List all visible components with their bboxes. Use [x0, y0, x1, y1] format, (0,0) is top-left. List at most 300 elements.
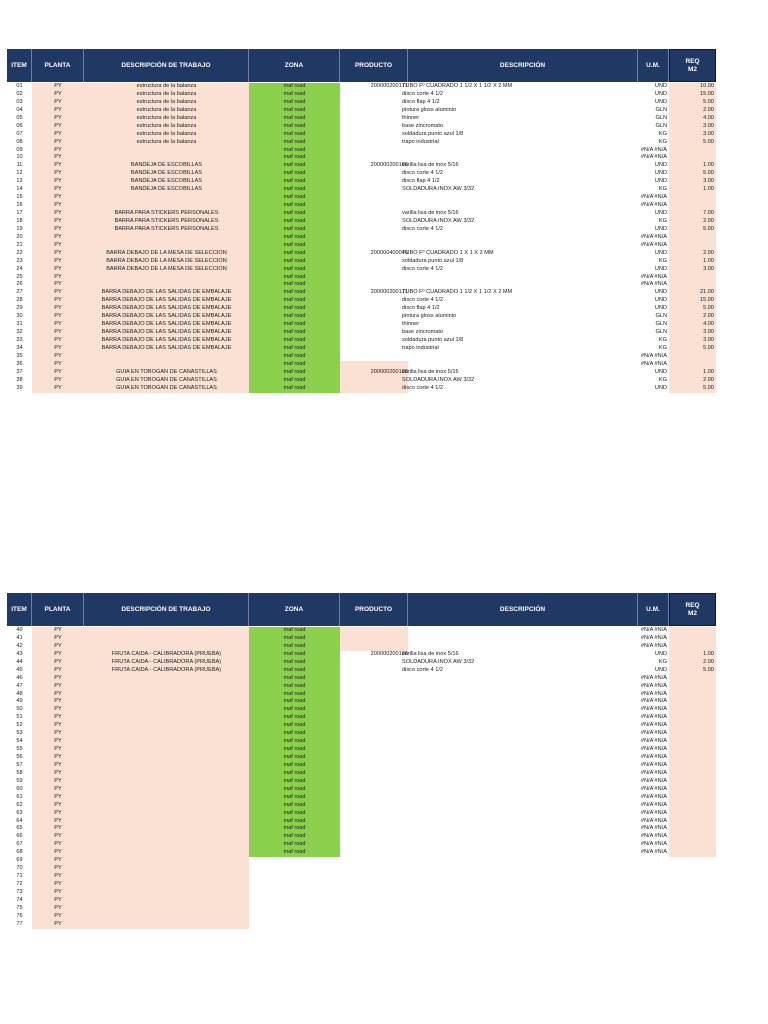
um-cell: GLN: [655, 321, 667, 328]
producto-cell: 200000400046: [370, 249, 408, 256]
producto-cell: [340, 281, 408, 289]
producto-cell: [340, 738, 408, 746]
zona-cell: maf road: [249, 345, 340, 353]
descripcion-cell: [402, 675, 637, 683]
um-cell: #N/A #N/A: [640, 352, 667, 359]
planta-cell: PY: [32, 99, 84, 107]
planta-cell: PY: [32, 627, 84, 635]
table-row: [7, 913, 716, 921]
desc-trabajo-cell: [84, 683, 249, 691]
producto-cell: [340, 825, 408, 833]
desc-cell: [84, 889, 249, 897]
req-cell: 2.00: [669, 659, 716, 667]
item-cell: 23: [16, 257, 23, 264]
producto-cell: [340, 321, 408, 329]
desc-trabajo-cell: estructura de la balanza: [84, 131, 249, 139]
descripcion-cell: [402, 353, 637, 361]
descripcion-cell: [402, 202, 637, 210]
req-cell: 3.00: [669, 337, 716, 345]
table-row: [7, 833, 716, 841]
desc-trabajo-cell: FRUTA CAIDA - CALIBRADORA (PRUEBA): [84, 659, 249, 667]
planta-cell: PY: [32, 730, 84, 738]
table-row: [7, 770, 716, 778]
zona-cell: maf road: [249, 722, 340, 730]
desc-trabajo-cell: BARRA DEBAJO DE LAS SALIDAS DE EMBALAJE: [84, 313, 249, 321]
desc-trabajo-cell: BARRA DEBAJO DE LAS SALIDAS DE EMBALAJE: [84, 337, 249, 345]
header-req: [669, 593, 716, 626]
table-row: [7, 369, 716, 377]
um-cell: #N/A #N/A: [640, 698, 667, 705]
item-cell: 11: [16, 162, 23, 169]
descripcion-cell: thinner: [402, 321, 420, 328]
header-req-line1: REQ: [685, 601, 700, 609]
item-cell: 05: [16, 114, 23, 121]
producto-cell: [340, 274, 408, 282]
planta-cell: PY: [32, 659, 84, 667]
item-cell: 58: [16, 769, 23, 776]
item-cell: 34: [16, 344, 23, 351]
desc-trabajo-cell: [84, 691, 249, 699]
zona-cell: maf road: [249, 170, 340, 178]
item-cell: 33: [16, 337, 23, 343]
zona-cell: maf road: [249, 770, 340, 778]
table-row: [7, 675, 716, 683]
zona-cell: maf road: [249, 627, 340, 635]
table-header: [7, 49, 716, 82]
producto-cell: [340, 202, 408, 210]
desc-trabajo-cell: GUIA EN TOBOGAN DE CANASTILLAS: [84, 385, 249, 393]
producto-cell: 200000200171: [370, 289, 408, 296]
item-cell: 69: [16, 857, 23, 864]
item-cell: 26: [16, 281, 23, 288]
producto-cell: [340, 91, 408, 99]
descripcion-cell: [402, 802, 637, 810]
descripcion-cell: pintura gloss aluminio: [402, 106, 457, 113]
table-row: [7, 361, 716, 369]
planta-cell: PY: [32, 905, 84, 913]
um-cell: #N/A #N/A: [640, 194, 667, 201]
planta-cell: PY: [32, 361, 84, 369]
um-cell: UND: [654, 90, 667, 97]
table-row: [7, 841, 716, 849]
planta-cell: PY: [32, 345, 84, 353]
planta-cell: PY: [32, 131, 84, 139]
planta-cell: PY: [32, 274, 84, 282]
req-cell: [669, 770, 716, 778]
req-cell: 1.00: [669, 162, 716, 170]
header-producto: PRODUCTO: [340, 593, 408, 626]
desc-trabajo-cell: [84, 778, 249, 786]
table-row: [7, 659, 716, 667]
um-cell: #N/A #N/A: [640, 714, 667, 721]
producto-cell: [340, 210, 408, 218]
table-row: [7, 881, 716, 889]
planta-cell: PY: [32, 691, 84, 699]
zona-cell: maf road: [249, 643, 340, 651]
planta-cell: PY: [32, 754, 84, 762]
producto-cell: [340, 194, 408, 202]
table-row: [7, 722, 716, 730]
zona-cell: maf road: [249, 313, 340, 321]
table-row: [7, 154, 716, 162]
producto-cell: [340, 762, 408, 770]
producto-cell: [340, 841, 408, 849]
desc-trabajo-cell: [84, 762, 249, 770]
planta-cell: PY: [32, 234, 84, 242]
producto-cell: [340, 794, 408, 802]
desc-trabajo-cell: [84, 818, 249, 826]
req-cell: [669, 754, 716, 762]
um-cell: #N/A #N/A: [640, 730, 667, 737]
table-row: [7, 698, 716, 706]
planta-cell: PY: [32, 881, 84, 889]
desc-trabajo-cell: BARRA DEBAJO DE LAS SALIDAS DE EMBALAJE: [84, 289, 249, 297]
zona-cell: maf road: [249, 825, 340, 833]
table-row: [7, 329, 716, 337]
zona-cell: maf road: [249, 131, 340, 139]
item-cell: 71: [16, 873, 23, 880]
table-row: [7, 226, 716, 234]
zona-cell: maf road: [249, 178, 340, 186]
req-cell: [669, 234, 716, 242]
item-cell: 27: [16, 289, 23, 296]
table-row: [7, 377, 716, 385]
descripcion-cell: soldadura punto azul 1/8: [402, 130, 464, 137]
um-cell: GLN: [655, 329, 667, 336]
um-cell: #N/A #N/A: [640, 233, 667, 240]
zona-cell: maf road: [249, 730, 340, 738]
item-cell: 53: [16, 730, 23, 737]
descripcion-cell: [402, 738, 637, 746]
desc-cell: [84, 897, 249, 905]
desc-trabajo-cell: BARRA DEBAJO DE LA MESA DE SELECCIÓN: [84, 258, 249, 266]
um-cell: UND: [654, 249, 667, 256]
item-cell: 17: [16, 210, 23, 216]
um-cell: #N/A #N/A: [640, 785, 667, 792]
descripcion-cell: [402, 274, 637, 282]
zona-cell: maf road: [249, 194, 340, 202]
um-cell: UND: [654, 265, 667, 272]
table-row: [7, 794, 716, 802]
producto-cell: [340, 266, 408, 274]
item-cell: 06: [16, 122, 23, 129]
planta-cell: PY: [32, 329, 84, 337]
table-row: [7, 186, 716, 194]
header-descripcion: DESCRIPCIÓN: [408, 593, 638, 626]
req-cell: [669, 242, 716, 250]
producto-cell: [340, 226, 408, 234]
item-cell: 61: [16, 793, 23, 800]
item-cell: 42: [16, 642, 23, 649]
producto-cell: [340, 361, 408, 369]
producto-cell: [340, 643, 408, 651]
producto-cell: 200000200186: [370, 650, 408, 657]
descripcion-cell: [402, 746, 637, 754]
req-cell: [669, 635, 716, 643]
zona-cell: maf road: [249, 154, 340, 162]
desc-trabajo-cell: BARRA DEBAJO DE LAS SALIDAS DE EMBALAJE: [84, 297, 249, 305]
sheet-section-2: [7, 593, 716, 1024]
planta-cell: PY: [32, 873, 84, 881]
zona-cell: maf road: [249, 353, 340, 361]
table-row: [7, 123, 716, 131]
req-cell: 5.00: [669, 385, 716, 393]
descripcion-cell: [402, 698, 637, 706]
planta-cell: PY: [32, 289, 84, 297]
req-cell: [669, 722, 716, 730]
table-row: [7, 802, 716, 810]
desc-trabajo-cell: [84, 202, 249, 210]
zona-cell: maf road: [249, 762, 340, 770]
producto-cell: 200000200186: [340, 369, 408, 377]
table-row: [7, 683, 716, 691]
um-cell: GLN: [655, 106, 667, 113]
descripcion-cell: [402, 714, 637, 722]
desc-trabajo-cell: [84, 754, 249, 762]
producto-cell: [340, 147, 408, 155]
item-cell: 16: [16, 202, 23, 209]
req-cell: [669, 281, 716, 289]
zona-cell: maf road: [249, 258, 340, 266]
table-row: [7, 305, 716, 313]
table-row: [7, 281, 716, 289]
desc-trabajo-cell: [84, 770, 249, 778]
planta-cell: PY: [32, 802, 84, 810]
req-cell: [669, 833, 716, 841]
req-cell: 3.00: [669, 123, 716, 131]
zona-cell: maf road: [249, 754, 340, 762]
req-cell: [669, 810, 716, 818]
descripcion-cell: [402, 786, 637, 794]
item-cell: 55: [16, 746, 23, 753]
desc-trabajo-cell: estructura de la balanza: [84, 115, 249, 123]
header-descripcion: DESCRIPCIÓN: [408, 49, 638, 82]
descripcion-cell: disco flap 4 1/2: [402, 178, 440, 185]
sheet-section-1: [7, 49, 716, 499]
descripcion-cell: disco corte 4 1/2: [402, 666, 444, 673]
req-cell: 5.00: [669, 226, 716, 234]
producto-cell: [340, 667, 408, 675]
req-cell: 5.00: [669, 99, 716, 107]
zona-cell: maf road: [249, 810, 340, 818]
um-cell: #N/A #N/A: [640, 674, 667, 681]
planta-cell: PY: [32, 321, 84, 329]
desc-cell: [84, 921, 249, 929]
req-cell: [669, 361, 716, 369]
desc-cell: [84, 905, 249, 913]
desc-trabajo-cell: [84, 281, 249, 289]
descripcion-cell: [402, 825, 637, 833]
producto-cell: [340, 714, 408, 722]
item-cell: 14: [16, 186, 23, 193]
um-cell: KG: [658, 130, 667, 137]
desc-trabajo-cell: [84, 794, 249, 802]
req-cell: 2.00: [669, 107, 716, 115]
table-row: [7, 778, 716, 786]
table-row: [7, 706, 716, 714]
zona-cell: maf road: [249, 123, 340, 131]
desc-trabajo-cell: BARRA DEBAJO DE LAS SALIDAS DE EMBALAJE: [84, 329, 249, 337]
table-row: [7, 730, 716, 738]
descripcion-cell: [402, 849, 637, 857]
um-cell: #N/A #N/A: [640, 682, 667, 689]
planta-cell: PY: [32, 897, 84, 905]
table-row: [7, 147, 716, 155]
header-item: ITEM: [7, 593, 32, 626]
req-cell: [669, 202, 716, 210]
descripcion-cell: [402, 754, 637, 762]
planta-cell: PY: [32, 651, 84, 659]
zona-cell: maf road: [249, 321, 340, 329]
descripcion-cell: varilla lisa de inox 5/16: [402, 162, 459, 169]
um-cell: KG: [658, 217, 667, 224]
header-item: ITEM: [7, 49, 32, 82]
req-cell: [669, 738, 716, 746]
desc-trabajo-cell: BANDEJA DE ESCOBILLAS: [84, 162, 249, 170]
um-cell: #N/A #N/A: [640, 281, 667, 288]
desc-trabajo-cell: estructura de la balanza: [84, 123, 249, 131]
descripcion-cell: SOLDADURA INOX AW 3/32: [402, 217, 475, 224]
um-cell: #N/A #N/A: [640, 754, 667, 760]
req-cell: 5.00: [669, 139, 716, 147]
desc-trabajo-cell: [84, 746, 249, 754]
descripcion-cell: [402, 627, 637, 635]
item-cell: 37: [16, 368, 23, 375]
item-cell: 48: [16, 690, 23, 697]
descripcion-cell: [402, 833, 637, 841]
header-zona: ZONA: [249, 593, 340, 626]
producto-cell: [340, 706, 408, 714]
desc-trabajo-cell: [84, 786, 249, 794]
descripcion-cell: disco corte 4 1/2: [402, 265, 444, 272]
descripcion-cell: [402, 762, 637, 770]
descripcion-cell: disco corte 4 1/2: [402, 90, 444, 97]
producto-cell: [340, 810, 408, 818]
zona-cell: maf road: [249, 115, 340, 123]
item-cell: 09: [16, 146, 23, 153]
header-um: U.M.: [638, 49, 669, 82]
desc-trabajo-cell: [84, 730, 249, 738]
producto-cell: [340, 186, 408, 194]
producto-cell: [340, 123, 408, 131]
item-cell: 20: [16, 233, 23, 240]
desc-cell: [84, 857, 249, 865]
planta-cell: PY: [32, 770, 84, 778]
desc-trabajo-cell: [84, 698, 249, 706]
producto-cell: [340, 722, 408, 730]
producto-cell: [340, 329, 408, 337]
item-cell: 54: [16, 738, 23, 745]
table-row: [7, 313, 716, 321]
req-cell: 3.00: [669, 178, 716, 186]
req-cell: [669, 849, 716, 857]
um-cell: UND: [654, 297, 667, 304]
desc-trabajo-cell: FRUTA CAIDA - CALIBRADORA (PRUEBA): [84, 651, 249, 659]
zona-cell: maf road: [249, 691, 340, 699]
um-cell: #N/A #N/A: [640, 738, 667, 745]
descripcion-cell: disco flap 4 1/2: [402, 98, 440, 105]
descripcion-cell: [402, 722, 637, 730]
table-row: [7, 337, 716, 345]
planta-cell: PY: [32, 107, 84, 115]
producto-cell: [340, 786, 408, 794]
desc-trabajo-cell: BANDEJA DE ESCOBILLAS: [84, 186, 249, 194]
zona-cell: maf road: [249, 833, 340, 841]
header-req-line2: M2: [687, 65, 698, 73]
table-row: [7, 194, 716, 202]
table-row: [7, 738, 716, 746]
zona-cell: maf road: [249, 849, 340, 857]
table-row: [7, 754, 716, 762]
zona-cell: maf road: [249, 274, 340, 282]
descripcion-cell: disco corte 4 1/2: [402, 297, 444, 304]
um-cell: #N/A #N/A: [640, 793, 667, 800]
desc-trabajo-cell: [84, 706, 249, 714]
producto-cell: [340, 258, 408, 266]
req-cell: 2.00: [669, 313, 716, 321]
desc-trabajo-cell: [84, 722, 249, 730]
req-cell: 5.00: [669, 305, 716, 313]
table-row: [7, 849, 716, 857]
zona-cell: maf road: [249, 369, 340, 377]
planta-cell: PY: [32, 154, 84, 162]
um-cell: KG: [658, 376, 667, 383]
planta-cell: PY: [32, 337, 84, 345]
producto-cell: [340, 337, 408, 345]
req-cell: 2.00: [669, 250, 716, 258]
desc-trabajo-cell: BARRA PARA STICKERS PERSONALES: [84, 226, 249, 234]
zona-cell: maf road: [249, 83, 340, 91]
desc-trabajo-cell: BANDEJA DE ESCOBILLAS: [84, 178, 249, 186]
req-cell: [669, 706, 716, 714]
producto-cell: [340, 154, 408, 162]
um-cell: #N/A #N/A: [640, 777, 667, 784]
producto-cell: [340, 218, 408, 226]
table-row: [7, 810, 716, 818]
um-cell: #N/A #N/A: [640, 801, 667, 808]
descripcion-cell: TUBO Fº CUADRADO 1 X 1 X 2 MM: [402, 249, 494, 256]
um-cell: #N/A #N/A: [640, 841, 667, 848]
producto-cell: [340, 833, 408, 841]
descripcion-cell: TUBO Fº CUADRADO 1 1/2 X 1 1/2 X 2 MM: [402, 289, 513, 296]
req-cell: [669, 698, 716, 706]
table-row: [7, 250, 716, 258]
table-row: [7, 91, 716, 99]
um-cell: UND: [654, 368, 667, 375]
um-cell: #N/A #N/A: [640, 761, 667, 768]
planta-cell: PY: [32, 635, 84, 643]
desc-trabajo-cell: [84, 361, 249, 369]
desc-trabajo-cell: [84, 274, 249, 282]
descripcion-cell: soldadura punto azul 1/8: [402, 257, 464, 264]
planta-cell: PY: [32, 675, 84, 683]
zona-cell: maf road: [249, 234, 340, 242]
item-cell: 73: [16, 888, 23, 895]
table-row: [7, 691, 716, 699]
table-row: [7, 210, 716, 218]
producto-cell: [340, 635, 408, 643]
producto-cell: [340, 99, 408, 107]
table-row: [7, 218, 716, 226]
um-cell: UND: [654, 98, 667, 105]
planta-cell: PY: [32, 194, 84, 202]
zona-cell: maf road: [249, 329, 340, 337]
item-cell: 22: [16, 249, 23, 256]
item-cell: 49: [16, 698, 23, 705]
desc-trabajo-cell: [84, 147, 249, 155]
table-body: [7, 83, 716, 393]
zona-cell: maf road: [249, 281, 340, 289]
